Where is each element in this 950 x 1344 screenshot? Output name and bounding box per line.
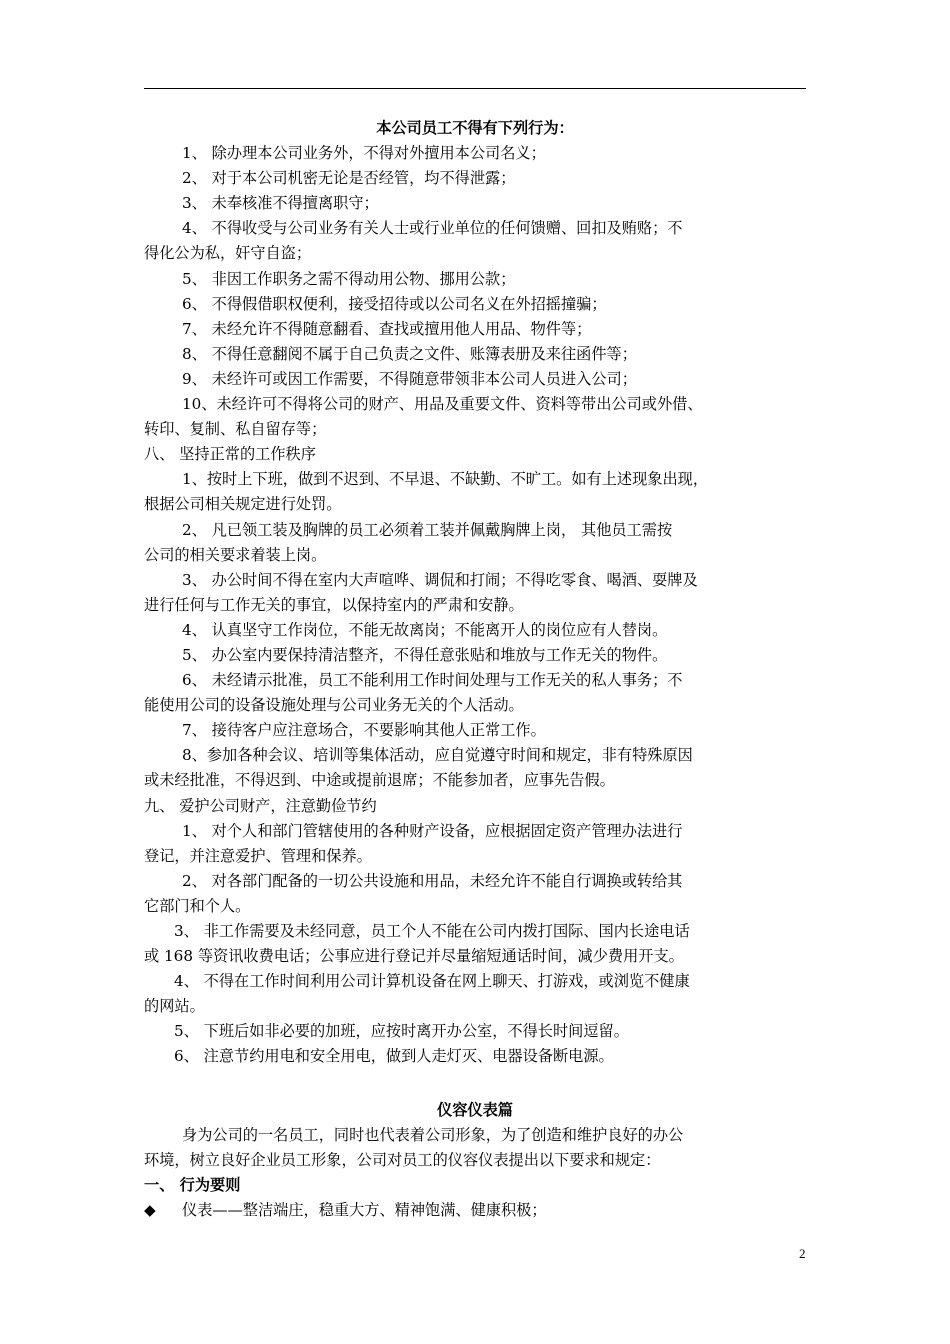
list-item: 3、 未奉核准不得擅离职守；	[182, 194, 379, 213]
list-item: 6、 不得假借职权便利，接受招待或以公司名义在外招摇撞骗；	[182, 294, 607, 313]
list-item-continuation: 公司的相关要求着装上岗。	[144, 545, 327, 564]
paragraph-line: 身为公司的一名员工，同时也代表着公司形象，为了创造和维护良好的办公	[182, 1125, 684, 1144]
section-gap	[144, 1070, 806, 1098]
list-item-continuation: 的网站。	[144, 997, 205, 1016]
list-item: 2、 凡已领工装及胸牌的员工必须着工装并佩戴胸牌上岗， 其他员工需按	[182, 520, 673, 539]
paragraph-line: 环境，树立良好企业员工形象，公司对员工的仪容仪表提出以下要求和规定：	[144, 1150, 661, 1169]
header-rule	[144, 88, 806, 89]
section-heading-work-order: 八、 坚持正常的工作秩序	[144, 445, 316, 464]
list-item-continuation: 得化公为私，奸守自盗；	[144, 244, 312, 263]
list-item-continuation: 根据公司相关规定进行处罚。	[144, 495, 342, 514]
diamond-bullet-icon: ◆	[144, 1200, 156, 1219]
page-number: 2	[799, 1246, 806, 1261]
document-body	[144, 116, 806, 1223]
list-item-continuation: 能使用公司的设备设施处理与公司业务无关的个人活动。	[144, 696, 524, 715]
list-item-continuation: 或未经批准，不得迟到、中途或提前退席；不能参加者，应事先告假。	[144, 771, 615, 790]
section-heading-protect-property: 九、 爱护公司财产，注意勤俭节约	[144, 796, 377, 815]
list-item: 2、 对于本公司机密无论是否经管，均不得泄露；	[182, 169, 516, 188]
list-item: 7、 接待客户应注意场合，不要影响其他人正常工作。	[182, 721, 546, 740]
bullet-item	[144, 1198, 806, 1223]
list-item: 4、 不得在工作时间利用公司计算机设备在网上聊天、打游戏，或浏览不健康	[174, 972, 690, 991]
list-item: 8、参加各种会议、培训等集体活动，应自觉遵守时间和规定，非有特殊原因	[182, 746, 693, 765]
bullet-text: 仪表——整洁端庄，稳重大方、精神饱满、健康积极；	[182, 1200, 547, 1219]
subsection-heading: 一、 行为要则	[144, 1175, 241, 1194]
list-item: 3、 非工作需要及未经同意，员工个人不能在公司内拨打国际、国内长途电话	[174, 922, 690, 940]
list-item: 6、 未经请示批准，员工不能利用工作时间处理与工作无关的私人事务；不	[182, 671, 683, 690]
list-item: 10、未经许可不得将公司的财产、用品及重要文件、资料等带出公司或外借、	[182, 395, 703, 414]
list-item-continuation: 进行任何与工作无关的事宜，以保持室内的严肃和安静。	[144, 595, 524, 614]
list-item: 1、按时上下班，做到不迟到、不早退、不缺勤、不旷工。如有上述现象出现，	[182, 470, 709, 489]
list-item: 8、 不得任意翻阅不属于自己负责之文件、账簿表册及来往函件等；	[182, 344, 637, 363]
list-item-continuation: 登记，并注意爱护、管理和保养。	[144, 846, 372, 865]
list-item: 4、 不得收受与公司业务有关人士或行业单位的任何馈赠、回扣及贿赂；不	[182, 219, 683, 238]
list-item: 9、 未经许可或因工作需要，不得随意带领非本公司人员进入公司；	[182, 369, 637, 388]
list-item: 6、 注意节约用电和安全用电，做到人走灯灭、电器设备断电源。	[174, 1047, 614, 1066]
list-item: 5、 办公室内要保持清洁整齐，不得任意张贴和堆放与工作无关的物件。	[182, 645, 668, 664]
list-item: 5、 非因工作职务之需不得动用公物、挪用公款；	[182, 269, 516, 288]
list-item: 4、 认真坚守工作岗位，不能无故离岗；不能离开人的岗位应有人替岗。	[182, 620, 668, 639]
list-item: 3、 办公时间不得在室内大声喧哗、调侃和打闹；不得吃零食、喝酒、耍牌及	[182, 570, 698, 589]
list-item-continuation: 转印、复制、私自留存等；	[144, 420, 327, 439]
list-item: 7、 未经允许不得随意翻看、查找或擅用他人用品、物件等；	[182, 319, 592, 338]
section-title-appearance: 仪容仪表篇	[437, 1100, 513, 1119]
list-item: 5、 下班后如非必要的加班，应按时离开办公室，不得长时间逗留。	[174, 1022, 629, 1041]
list-item: 1、 除办理本公司业务外，不得对外擅用本公司名义；	[182, 144, 546, 163]
list-item-continuation: 它部门和个人。	[144, 896, 251, 915]
list-item: 1、 对个人和部门管辖使用的各种财产设备，应根据固定资产管理办法进行	[182, 821, 683, 840]
list-item-continuation: 或 168 等资讯收费电话；公事应进行登记并尽量缩短通话时间，减少费用开支。	[144, 947, 684, 966]
section-title-prohibited-acts: 本公司员工不得有下列行为：	[376, 119, 574, 137]
list-item: 2、 对各部门配备的一切公共设施和用品，未经允许不能自行调换或转给其	[182, 871, 683, 890]
